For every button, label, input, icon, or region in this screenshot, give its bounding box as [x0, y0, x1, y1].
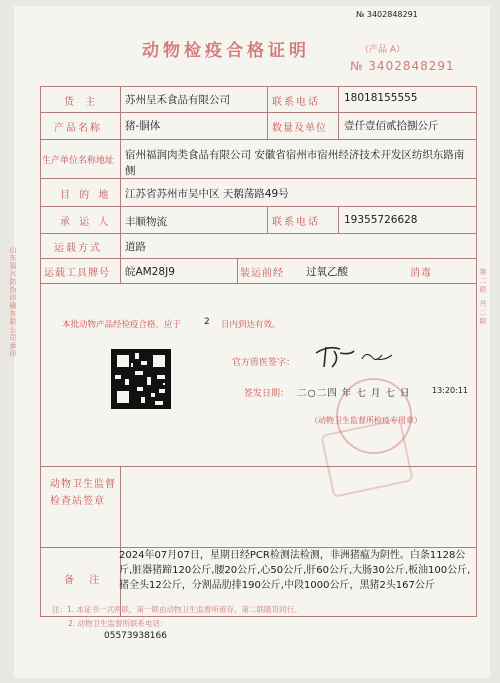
label-remarks: 备 注 — [64, 575, 106, 586]
value-carrier: 丰顺物流 — [125, 216, 167, 228]
certificate-paper — [9, 6, 490, 678]
footnote-2: 2. 动物卫生监督所联系电话： — [68, 619, 168, 628]
printer-note: 山东福兴防伪印刷有限公司承印 — [9, 246, 17, 358]
value-vehicle-no: 皖AM28J9 — [125, 266, 175, 278]
label-disinfect: 装运前经 — [240, 268, 284, 279]
issue-time: 13:20:11 — [432, 386, 468, 395]
value-transport-mode: 道路 — [125, 241, 146, 253]
footnote-1: 注：1. 本证书一式两联，第一联由动物卫生监督所留存，第二联随货同行。 — [52, 605, 302, 614]
signature-label: 官方兽医签字： — [232, 358, 296, 368]
label-quantity: 数量及单位 — [272, 123, 327, 134]
validity-days: 2 — [204, 317, 210, 327]
page-title: 动物检疫合格证明 — [142, 41, 310, 61]
value-consignor: 苏州呈禾食品有限公司 — [125, 94, 230, 106]
label-destination: 目 的 地 — [60, 190, 112, 201]
value-consignor-phone: 18018155555 — [344, 92, 418, 104]
value-quantity: 壹仟壹佰贰拾捌公斤 — [344, 120, 439, 132]
validity-prefix: 本批动物产品经检疫合格，应于 — [62, 320, 182, 330]
remarks-text: 2024年07月07日，星期日经PCR检测法检测，非洲猪瘟为阴性。白条1128公斤,脏器猪蹄120公斤,腰20公斤,心50公斤,肝60公斤,大肠30公斤,板油100公斤,猪全头12公斤，分割品肋排190公斤,中段1000公斤，黑猪2头167公斤 — [119, 550, 471, 591]
label-vet-check: 动物卫生监督检查站签章 — [50, 479, 116, 507]
label-vehicle-no: 运载工具牌号 — [44, 268, 110, 279]
vet-signature — [310, 341, 410, 371]
label-consignor-phone: 联系电话 — [272, 97, 320, 108]
value-product-name: 猪-胴体 — [125, 120, 161, 132]
footnote-phone: 05573938166 — [104, 631, 167, 641]
issue-date: 二○二四 年 七 月 七 日 — [297, 388, 411, 399]
serial-top: № 3402848291 — [356, 10, 418, 19]
label-producer: 生产单位名称地址 — [42, 156, 115, 166]
value-destination: 江苏省苏州市吴中区 天鹅荡路49号 — [125, 188, 289, 200]
qr-code — [111, 349, 171, 409]
value-carrier-phone: 19355726628 — [344, 214, 418, 226]
value-disinfectant: 过氧乙酸 — [306, 266, 348, 278]
label-carrier: 承 运 人 — [60, 217, 112, 228]
value-producer: 宿州福润肉类食品有限公司 安徽省宿州市宿州经济技术开发区纺织东路南侧 — [125, 149, 465, 177]
copy-note: 第二联 共二联 — [479, 268, 487, 327]
serial-number: № 3402848291 — [350, 59, 455, 73]
label-disinfect-after: 消毒 — [410, 268, 432, 279]
label-consignor: 货 主 — [64, 97, 100, 108]
label-carrier-phone: 联系电话 — [272, 217, 320, 228]
issue-date-label: 签发日期： — [244, 389, 290, 399]
validity-suffix: 日内到达有效。 — [221, 320, 281, 330]
title-sub: （产品 A） — [360, 45, 406, 55]
stamp-caption: （动物卫生监督所检疫专用章） — [310, 416, 422, 425]
label-product-name: 产品名称 — [54, 123, 102, 134]
label-transport-mode: 运载方式 — [54, 243, 102, 254]
